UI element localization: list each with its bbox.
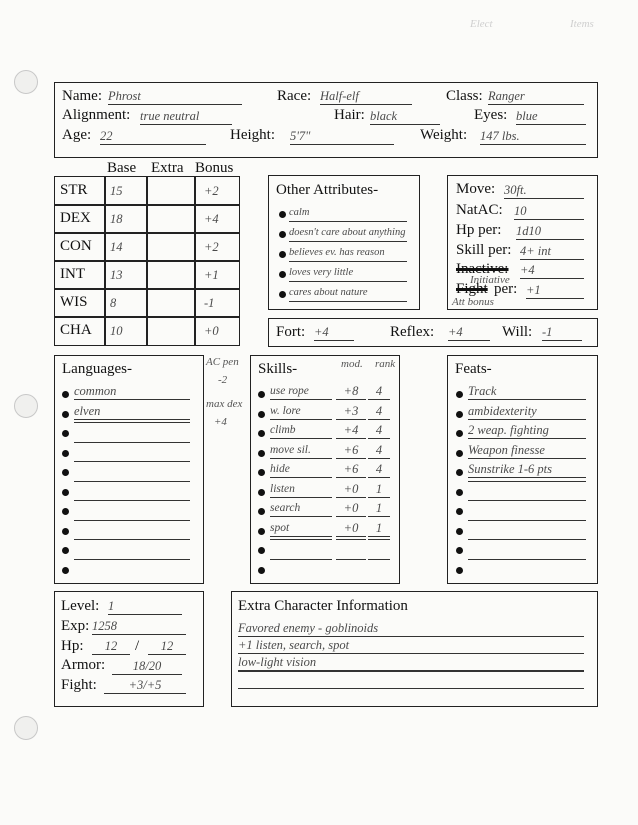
language-field[interactable]: [74, 442, 190, 443]
feats-title: Feats-: [455, 361, 492, 377]
initiative-note: Initiative: [470, 274, 510, 286]
race-label: Race:: [277, 88, 312, 104]
skill-rank-field[interactable]: 4: [368, 422, 390, 439]
feat-field[interactable]: Track: [468, 383, 586, 400]
reflex-field[interactable]: +4: [448, 324, 490, 341]
class-label: Class:: [446, 88, 483, 104]
inactive-label: Inactive:: [456, 261, 509, 277]
feat-field[interactable]: [468, 539, 586, 540]
skill-mod-field[interactable]: +0: [336, 481, 366, 498]
skill-per-label: Skill per:: [456, 242, 512, 258]
height-label: Height:: [230, 127, 275, 143]
bullet-dot: [258, 391, 265, 398]
skill-rank-field[interactable]: 1: [368, 500, 390, 517]
skill-mod-field[interactable]: [336, 559, 366, 560]
skills-col-mod: mod.: [341, 358, 363, 370]
bullet-dot: [279, 251, 286, 258]
extra-info-line[interactable]: [238, 688, 584, 689]
skill-mod-field[interactable]: +6: [336, 461, 366, 478]
stat-name: INT: [60, 266, 85, 282]
stat-base-value: 18: [110, 212, 123, 226]
stat-name: WIS: [60, 294, 88, 310]
extra-info-title: Extra Character Information: [238, 598, 408, 614]
level-fight-label: Fight:: [61, 677, 97, 693]
height-field[interactable]: 5'7": [290, 128, 394, 145]
skill-rank-field[interactable]: 1: [368, 520, 390, 537]
punch-hole-middle: [14, 394, 38, 418]
skill-name-field[interactable]: w. lore: [270, 403, 332, 420]
natac-label: NatAC:: [456, 202, 503, 218]
language-field[interactable]: common: [74, 383, 190, 400]
bullet-dot: [456, 528, 463, 535]
bullet-dot: [456, 450, 463, 457]
extra-info-line[interactable]: [238, 671, 584, 672]
bleed-through-text: Elect: [470, 18, 493, 30]
class-field[interactable]: Ranger: [488, 88, 584, 105]
per-label: per:: [494, 281, 518, 297]
bullet-dot: [62, 547, 69, 554]
feat-field[interactable]: [468, 481, 586, 482]
bullet-dot: [258, 489, 265, 496]
stat-bonus-value: +1: [204, 268, 219, 282]
hp-per-field[interactable]: 1d10: [516, 223, 584, 240]
move-label: Move:: [456, 181, 496, 197]
attribute-field[interactable]: calm: [289, 205, 407, 222]
name-label: Name:: [62, 88, 102, 104]
weight-label: Weight:: [420, 127, 468, 143]
bullet-dot: [456, 489, 463, 496]
reflex-label: Reflex:: [390, 324, 435, 340]
exp-label: Exp:: [61, 618, 90, 634]
level-label: Level:: [61, 598, 100, 614]
skill-name-field[interactable]: use rope: [270, 383, 332, 400]
stat-extra-cell[interactable]: [146, 232, 196, 262]
hp-separator: /: [135, 638, 140, 654]
alignment-label: Alignment:: [62, 107, 131, 123]
language-field[interactable]: [74, 461, 190, 462]
hair-label: Hair:: [334, 107, 365, 123]
inactive-field[interactable]: +4: [520, 262, 584, 279]
stats-col-extra: Extra: [151, 160, 184, 176]
fight-per-label: Fight: [456, 281, 488, 297]
stat-base-value: 13: [110, 268, 123, 282]
bullet-dot: [258, 411, 265, 418]
skill-mod-field[interactable]: +4: [336, 422, 366, 439]
skill-rank-field[interactable]: 4: [368, 383, 390, 400]
hp-max-field[interactable]: 12: [148, 638, 186, 655]
stat-name: CON: [60, 238, 92, 254]
ac-pen-note: AC pen: [206, 356, 239, 368]
feat-field[interactable]: [468, 559, 586, 560]
skill-rank-field[interactable]: 4: [368, 461, 390, 478]
bullet-dot: [62, 508, 69, 515]
max-dex-value: +4: [214, 416, 227, 428]
armor-field[interactable]: 18/20: [112, 658, 182, 675]
hair-field[interactable]: black: [370, 108, 440, 125]
stat-extra-cell[interactable]: [146, 260, 196, 290]
fight-per-field[interactable]: +1: [526, 282, 584, 299]
stat-name: DEX: [60, 210, 91, 226]
bullet-dot: [456, 391, 463, 398]
punch-hole-top: [14, 70, 38, 94]
level-field[interactable]: 1: [108, 598, 182, 615]
feat-field[interactable]: [468, 520, 586, 521]
skill-rank-field[interactable]: [368, 559, 390, 560]
languages-title: Languages-: [62, 361, 132, 377]
eyes-label: Eyes:: [474, 107, 508, 123]
skill-rank-field[interactable]: [368, 539, 390, 540]
skill-rank-field[interactable]: 1: [368, 481, 390, 498]
bullet-dot: [258, 430, 265, 437]
extra-info-line[interactable]: Favored enemy - goblinoids: [238, 620, 584, 637]
feat-field[interactable]: [468, 500, 586, 501]
stat-base-value: 15: [110, 184, 123, 198]
stats-col-base: Base: [107, 160, 137, 176]
skill-name-field[interactable]: [270, 539, 332, 540]
other-attributes-title: Other Attributes-: [276, 182, 379, 198]
skill-name-field[interactable]: search: [270, 500, 332, 517]
bleed-through-text: Items: [570, 18, 594, 30]
stat-extra-cell[interactable]: [146, 204, 196, 234]
bullet-dot: [456, 469, 463, 476]
will-field[interactable]: -1: [542, 324, 582, 341]
stat-extra-cell[interactable]: [146, 288, 196, 318]
skill-mod-field[interactable]: +8: [336, 383, 366, 400]
punch-hole-bottom: [14, 716, 38, 740]
stat-extra-cell[interactable]: [146, 316, 196, 346]
armor-label: Armor:: [61, 657, 106, 673]
stat-extra-cell[interactable]: [146, 176, 196, 206]
race-field[interactable]: Half-elf: [320, 88, 412, 105]
bullet-dot: [258, 528, 265, 535]
language-field[interactable]: [74, 422, 190, 423]
skill-per-field[interactable]: 4+ int: [520, 243, 584, 260]
bullet-dot: [62, 450, 69, 457]
level-fight-field[interactable]: +3/+5: [104, 677, 186, 694]
skill-mod-field[interactable]: +3: [336, 403, 366, 420]
skill-rank-field[interactable]: 4: [368, 442, 390, 459]
eyes-field[interactable]: blue: [516, 108, 586, 125]
stat-bonus-value: +4: [204, 212, 219, 226]
stat-bonus-value: -1: [204, 296, 215, 310]
language-field[interactable]: elven: [74, 403, 190, 420]
hp-current-field[interactable]: 12: [92, 638, 130, 655]
skill-rank-field[interactable]: 4: [368, 403, 390, 420]
bullet-dot: [258, 508, 265, 515]
skill-mod-field[interactable]: +6: [336, 442, 366, 459]
feat-field[interactable]: Sunstrike 1-6 pts: [468, 461, 586, 478]
hp-per-label: Hp per:: [456, 222, 502, 238]
extra-info-line[interactable]: +1 listen, search, spot: [238, 637, 584, 654]
skills-col-rank: rank: [375, 358, 396, 370]
natac-field[interactable]: 10: [514, 203, 584, 220]
bullet-dot: [279, 271, 286, 278]
ac-pen-value: -2: [218, 374, 228, 386]
bullet-dot: [456, 411, 463, 418]
bullet-dot: [279, 211, 286, 218]
stat-name: STR: [60, 182, 88, 198]
extra-info-line[interactable]: low-light vision: [238, 654, 584, 671]
bullet-dot: [62, 411, 69, 418]
skill-name-field[interactable]: climb: [270, 422, 332, 439]
stat-base-value: 10: [110, 324, 123, 338]
bullet-dot: [62, 528, 69, 535]
stat-bonus-value: +2: [204, 184, 219, 198]
stat-bonus-value: +2: [204, 240, 219, 254]
max-dex-note: max dex: [206, 398, 243, 410]
level-hp-label: Hp:: [61, 638, 84, 654]
skill-mod-field[interactable]: [336, 539, 366, 540]
attribute-field[interactable]: cares about nature: [289, 285, 407, 302]
skills-title: Skills-: [258, 361, 298, 377]
language-field[interactable]: [74, 520, 190, 521]
attribute-field[interactable]: loves very little: [289, 265, 407, 282]
language-field[interactable]: [74, 539, 190, 540]
bullet-dot: [456, 430, 463, 437]
language-field[interactable]: [74, 481, 190, 482]
move-field[interactable]: 30ft.: [504, 182, 584, 199]
bullet-dot: [456, 547, 463, 554]
attribute-field[interactable]: doesn't care about anything: [289, 225, 407, 242]
feat-field[interactable]: 2 weap. fighting: [468, 422, 586, 439]
will-label: Will:: [502, 324, 533, 340]
bullet-dot: [456, 567, 463, 574]
attribute-field[interactable]: believes ev. has reason: [289, 245, 407, 262]
skill-mod-field[interactable]: +0: [336, 520, 366, 537]
alignment-field[interactable]: true neutral: [140, 108, 232, 125]
stat-bonus-value: +0: [204, 324, 219, 338]
stat-bonus-cell[interactable]: [194, 288, 240, 318]
stat-base-value: 8: [110, 296, 117, 310]
age-label: Age:: [62, 127, 92, 143]
skill-name-field[interactable]: listen: [270, 481, 332, 498]
feat-field[interactable]: ambidexterity: [468, 403, 586, 420]
bullet-dot: [62, 567, 69, 574]
bullet-dot: [456, 508, 463, 515]
weight-field[interactable]: 147 lbs.: [480, 128, 586, 145]
stat-name: CHA: [60, 322, 92, 338]
exp-field[interactable]: 1258: [92, 618, 186, 635]
bullet-dot: [258, 469, 265, 476]
skill-mod-field[interactable]: +0: [336, 500, 366, 517]
bullet-dot: [258, 567, 265, 574]
bullet-dot: [62, 489, 69, 496]
name-field[interactable]: Phrost: [108, 88, 242, 105]
bullet-dot: [279, 231, 286, 238]
bullet-dot: [62, 430, 69, 437]
skill-name-field[interactable]: hide: [270, 461, 332, 478]
bullet-dot: [62, 391, 69, 398]
skill-name-field[interactable]: spot: [270, 520, 332, 537]
fort-label: Fort:: [276, 324, 306, 340]
age-field[interactable]: 22: [100, 128, 206, 145]
bullet-dot: [258, 547, 265, 554]
skill-name-field[interactable]: move sil.: [270, 442, 332, 459]
feat-field[interactable]: Weapon finesse: [468, 442, 586, 459]
stat-base-value: 14: [110, 240, 123, 254]
bullet-dot: [258, 450, 265, 457]
skill-name-field[interactable]: [270, 559, 332, 560]
bullet-dot: [62, 469, 69, 476]
stats-col-bonus: Bonus: [195, 160, 234, 176]
att-bonus-note: Att bonus: [452, 296, 494, 308]
language-field[interactable]: [74, 500, 190, 501]
fort-field[interactable]: +4: [314, 324, 354, 341]
language-field[interactable]: [74, 559, 190, 560]
bullet-dot: [279, 291, 286, 298]
